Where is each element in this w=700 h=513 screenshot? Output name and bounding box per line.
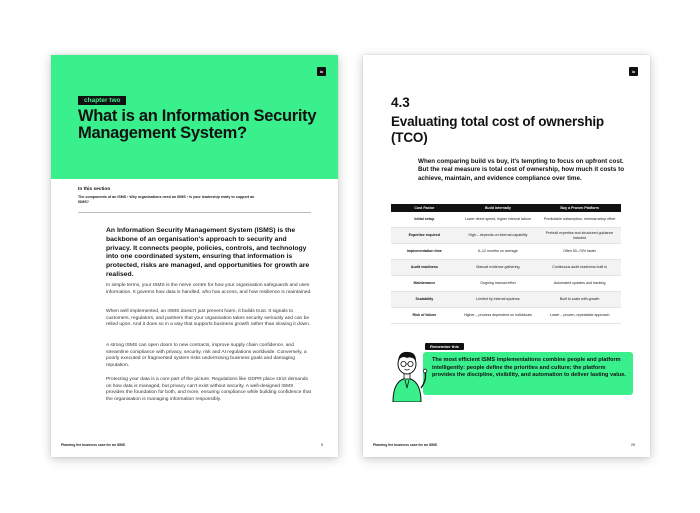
callout-box: [423, 352, 633, 395]
section-number: 4.3: [391, 95, 410, 110]
character-illustration-icon: [385, 342, 430, 402]
table-header-row: [391, 204, 621, 212]
table-row: [391, 244, 621, 260]
tco-table: [391, 204, 621, 324]
cost-factor-cell: Risk of failure: [391, 308, 458, 324]
page-number: 5: [321, 443, 323, 447]
brand-logo: io: [629, 67, 638, 76]
cost-factor-cell: Initial setup: [391, 212, 458, 228]
callout-tag: Remember this: [425, 343, 464, 350]
build-cell: Manual evidence gathering: [458, 260, 539, 276]
page-footer: Planning the business case for an ISMS: [61, 443, 126, 447]
column-header: Buy a Proven Platform: [538, 204, 621, 212]
table-row: [391, 212, 621, 228]
lead-paragraph: An Information Security Management System (ISMS) is the backbone of an organisation's approach to security and privacy. It connects people, policies, controls, and technology into one coordinated system, ensuring that information is protected, risks are managed, and opportunities for growth are realised.: [106, 227, 310, 278]
buy-cell: Often 50–70% faster: [538, 244, 621, 260]
build-cell: Higher – process dependent on individuals: [458, 308, 539, 324]
build-cell: Limited by internal systems: [458, 292, 539, 308]
brand-logo: io: [317, 67, 326, 76]
lead-paragraph: When comparing build vs buy, it's tempting to focus on upfront cost. But the real measure is total cost of ownership, how much it costs to achieve, maintain, and evidence compliance over time.: [418, 158, 625, 182]
body-paragraph: A strong ISMS can open doors to new contracts, improve supply chain confidence, and streamline compliance with privacy, security, risk and AI regulations worldwide. Conversely, a poorly executed or fragmented system risks undermining business goals and damaging reputation.: [106, 343, 307, 369]
buy-cell: Continuous audit readiness built in: [538, 260, 621, 276]
column-header: Build internally: [458, 204, 539, 212]
buy-cell: Predictable subscription, minimal setup effort: [538, 212, 621, 228]
left-page: [51, 55, 338, 457]
chapter-tag: chapter two: [78, 96, 126, 105]
table-row: [391, 308, 621, 324]
body-paragraph: Protecting your data is a core part of the picture. Regulations like GDPR place strict demands on how data is managed, but privacy can't exist without security. A well-designed ISMS provides the foundation for both, and more, ensuring compliance while building confidence that the organisation is managing information responsibly.: [106, 377, 311, 403]
in-section-label: In this section: [78, 187, 111, 192]
section-title: Evaluating total cost of ownership (TCO): [391, 114, 604, 145]
table-row: [391, 228, 621, 244]
callout-text: The most efficient ISMS implementations combine people and platform intelligently: people define the priorities and culture; the platform provides the discipline, visibility, and automation to deliver lasting value.: [432, 357, 626, 378]
buy-cell: Prebuilt expertise and structured guidance included: [538, 228, 621, 244]
buy-cell: Automated updates and tracking: [538, 276, 621, 292]
cost-factor-cell: Audit readiness: [391, 260, 458, 276]
cost-factor-cell: Maintenance: [391, 276, 458, 292]
body-paragraph: When well implemented, an ISMS doesn't just prevent harm, it builds trust. It signals to customers, regulators, and partners that your organisation takes security seriously and can be relied upon. And it does so in a way that supports business growth rather than slowing it down.: [106, 309, 311, 328]
table-row: [391, 292, 621, 308]
table-row: [391, 276, 621, 292]
buy-cell: Lower – proven, repeatable approach: [538, 308, 621, 324]
right-page: [363, 55, 650, 457]
build-cell: 6–12 months on average: [458, 244, 539, 260]
build-cell: Lower direct spend, higher internal labour: [458, 212, 539, 228]
cost-factor-cell: Scalability: [391, 292, 458, 308]
cost-factor-cell: Expertise required: [391, 228, 458, 244]
body-paragraph: In simple terms, your ISMS is the nerve centre for how your organisation safeguards and uses information. It governs how data is handled, who has access, and how resilience is maintained.: [106, 283, 312, 295]
divider: [78, 212, 311, 213]
page-number: 29: [631, 443, 635, 447]
page-footer: Planning the business case for an ISMS: [373, 443, 438, 447]
build-cell: High – depends on internal capability: [458, 228, 539, 244]
column-header: Cost Factor: [391, 204, 458, 212]
page-title: What is an Information Security Management System?: [78, 107, 317, 142]
table-row: [391, 260, 621, 276]
build-cell: Ongoing manual effort: [458, 276, 539, 292]
cost-factor-cell: Implementation time: [391, 244, 458, 260]
section-links: The components of an ISMS › Why organisations need an ISMS › Is your leadership ready to support an ISMS?: [78, 195, 255, 204]
buy-cell: Built to scale with growth: [538, 292, 621, 308]
